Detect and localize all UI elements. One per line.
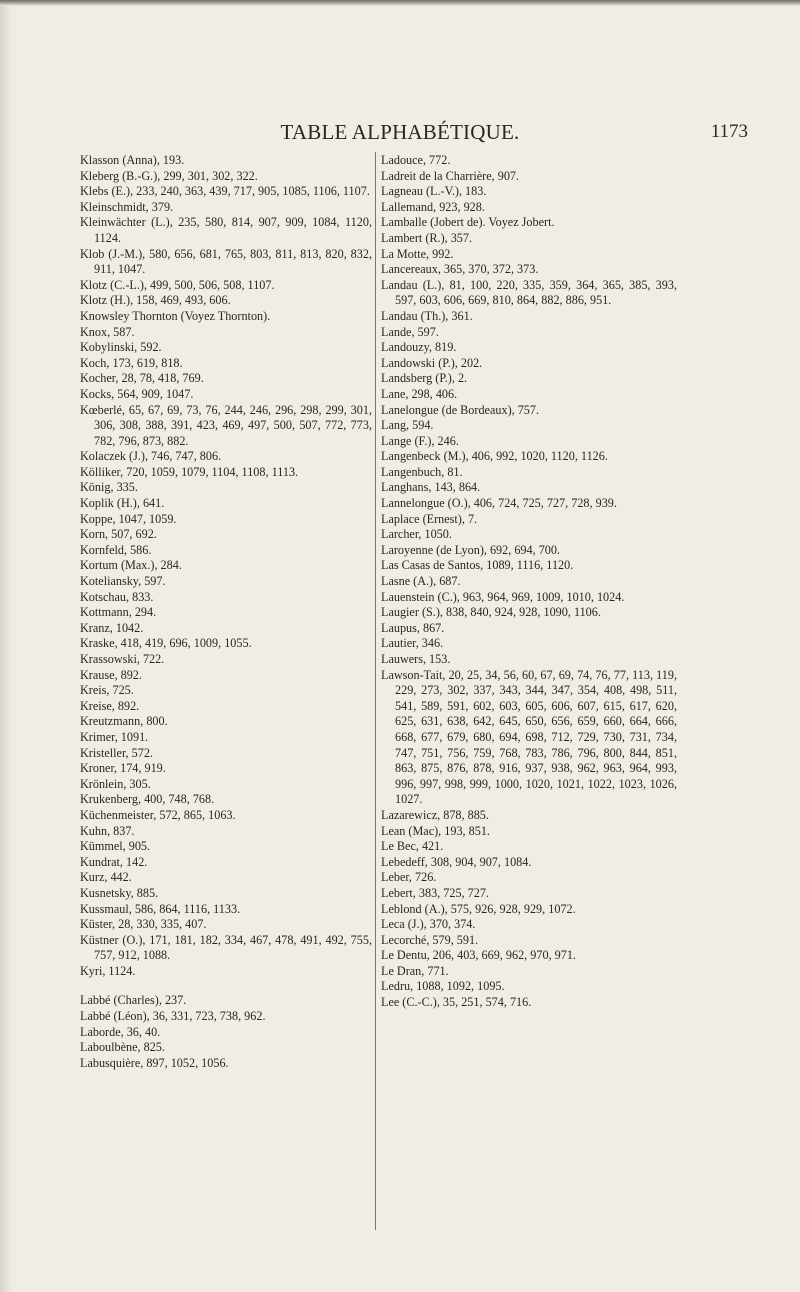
index-entry: Leca (J.), 370, 374. xyxy=(381,917,476,932)
index-entry: Kraske, 418, 419, 696, 1009, 1055. xyxy=(80,636,252,651)
index-entry: Kranz, 1042. xyxy=(80,620,144,635)
index-entry: Lamballe (Jobert de). Voyez Jobert. xyxy=(381,215,555,230)
index-entry: Lauenstein (C.), 963, 964, 969, 1009, 1010, 1024. xyxy=(381,589,625,604)
index-entry: Lebedeff, 308, 904, 907, 1084. xyxy=(381,854,532,869)
index-entry: Klebs (E.), 233, 240, 363, 439, 717, 905, 1085, 1106, 1107. xyxy=(80,184,370,199)
index-entry: Küster, 28, 330, 335, 407. xyxy=(80,917,207,932)
index-entry: Leblond (A.), 575, 926, 928, 929, 1072. xyxy=(381,901,576,916)
index-entry: Knowsley Thornton (Voyez Thornton). xyxy=(80,308,271,323)
index-entry: Kœberlé, 65, 67, 69, 73, 76, 244, 246, 296, 298, 299, 301, 306, 308, 388, 391, 423, 469, 497, 500, 507, 772, 773, 782, 796, 873, 882. xyxy=(80,402,372,448)
index-entry: Lang, 594. xyxy=(381,418,434,433)
index-entry: Lean (Mac), 193, 851. xyxy=(381,823,490,838)
index-entry: Kreise, 892. xyxy=(80,698,140,713)
index-entry: Küchenmeister, 572, 865, 1063. xyxy=(80,807,236,822)
index-entry: Lauwers, 153. xyxy=(381,652,451,666)
index-entry: Lanelongue (de Bordeaux), 757. xyxy=(381,402,540,417)
index-entry: Las Casas de Santos, 1089, 1116, 1120. xyxy=(381,558,574,573)
index-entry: Landau (Th.), 361. xyxy=(381,308,473,323)
index-entry: König, 335. xyxy=(80,480,138,495)
index-entry: Kyri, 1124. xyxy=(80,963,136,978)
index-entry: Kortum (Max.), 284. xyxy=(80,558,182,573)
index-entry: Koch, 173, 619, 818. xyxy=(80,355,183,370)
index-entry: Landowski (P.), 202. xyxy=(381,355,483,370)
index-entry: Krassowski, 722. xyxy=(80,652,165,666)
index-entry: Koteliansky, 597. xyxy=(80,574,166,589)
index-entry: Lecorché, 579, 591. xyxy=(381,932,479,947)
index-entry: Le Bec, 421. xyxy=(381,839,444,854)
index-entry: Kocher, 28, 78, 418, 769. xyxy=(80,371,204,386)
index-entry: Lawson-Tait, 20, 25, 34, 56, 60, 67, 69, 74, 76, 77, 113, 119, 229, 273, 302, 337, 343, 344, 347, 354, 408, 498, 511, 541, 589, 591, 602, 603, 605, 606, 607, 615, 617, 620, 625, 631, 638, 642, 645, 650, 656, 659, 660, 664, 666, 668, 677, 679, 680, 694, 698, 712, 729, 730, 731, 734, 747, 751, 756, 759, 768, 783, 786, 796, 800, 844, 851, 863, 875, 876, 878, 916, 937, 938, 962, 963, 964, 993, 996, 997, 998, 999, 1000, 1020, 1021, 1022, 1023, 1026, 1027. xyxy=(381,667,677,807)
index-entry: Lasne (A.), 687. xyxy=(381,574,461,589)
index-entry: Kroner, 174, 919. xyxy=(80,761,166,776)
index-entry: Knox, 587. xyxy=(80,324,135,339)
index-entry: Ladreit de la Charrière, 907. xyxy=(381,168,520,183)
index-entry: Langenbuch, 81. xyxy=(381,464,463,479)
page-number: 1173 xyxy=(710,121,748,142)
index-entry: Krimer, 1091. xyxy=(80,729,149,744)
index-entry: Kuhn, 837. xyxy=(80,823,135,838)
index-entry: Ledru, 1088, 1092, 1095. xyxy=(381,979,505,994)
index-entry: Laboulbène, 825. xyxy=(80,1040,165,1055)
index-entry: Laplace (Ernest), 7. xyxy=(381,511,478,526)
index-entry: Lange (F.), 246. xyxy=(381,433,459,448)
index-entry: Klotz (C.-L.), 499, 500, 506, 508, 1107. xyxy=(80,277,275,292)
index-entry: Kleberg (B.-G.), 299, 301, 302, 322. xyxy=(80,168,258,183)
index-entry: Laupus, 867. xyxy=(381,620,445,635)
index-entry: Landau (L.), 81, 100, 220, 335, 359, 364, 365, 385, 393, 597, 603, 606, 669, 810, 864, 882, 886, 951. xyxy=(381,277,677,308)
index-entry: Kornfeld, 586. xyxy=(80,542,152,557)
index-entry: Kottmann, 294. xyxy=(80,605,157,620)
index-entry: Langenbeck (M.), 406, 992, 1020, 1120, 1126. xyxy=(381,449,608,464)
index-entry: Krönlein, 305. xyxy=(80,776,151,791)
index-entry: Lancereaux, 365, 370, 372, 373. xyxy=(381,262,539,277)
index-entry: Lambert (R.), 357. xyxy=(381,230,473,245)
index-entry: Larcher, 1050. xyxy=(381,527,452,542)
page-top-edge xyxy=(0,0,800,6)
index-entry: Kolaczek (J.), 746, 747, 806. xyxy=(80,449,222,464)
index-entry: Lee (C.-C.), 35, 251, 574, 716. xyxy=(381,995,532,1010)
index-entry: Le Dran, 771. xyxy=(381,963,449,978)
index-entry: Lannelongue (O.), 406, 724, 725, 727, 728, 939. xyxy=(381,496,617,511)
book-binding-edge xyxy=(0,0,16,1292)
index-entry: Krause, 892. xyxy=(80,667,142,682)
index-entry: Labusquière, 897, 1052, 1056. xyxy=(80,1055,229,1070)
index-entry: Koplik (H.), 641. xyxy=(80,496,165,511)
running-title: TABLE ALPHABÉTIQUE. xyxy=(280,120,520,144)
index-entry: Klob (J.-M.), 580, 656, 681, 765, 803, 811, 813, 820, 832, 911, 1047. xyxy=(80,246,372,277)
index-entry: Kristeller, 572. xyxy=(80,745,153,760)
index-entry: La Motte, 992. xyxy=(381,246,454,261)
index-entry: Langhans, 143, 864. xyxy=(381,480,481,495)
index-entry: Krukenberg, 400, 748, 768. xyxy=(80,792,215,807)
index-entry: Labbé (Charles), 237. xyxy=(80,993,187,1008)
index-entry: Landsberg (P.), 2. xyxy=(381,371,468,386)
index-entry: Kobylinski, 592. xyxy=(80,340,162,355)
index-entry: Labbé (Léon), 36, 331, 723, 738, 962. xyxy=(80,1009,266,1024)
index-entry: Kussmaul, 586, 864, 1116, 1133. xyxy=(80,901,241,916)
index-entry: Klotz (H.), 158, 469, 493, 606. xyxy=(80,293,231,308)
index-entry: Kreutzmann, 800. xyxy=(80,714,168,729)
index-entry: Lebert, 383, 725, 727. xyxy=(381,885,489,900)
index-entry: Lautier, 346. xyxy=(381,636,444,651)
index-entry: Kurz, 442. xyxy=(80,870,132,885)
index-entry: Kotschau, 833. xyxy=(80,589,154,604)
index-entry: Kleinwächter (L.), 235, 580, 814, 907, 909, 1084, 1120, 1124. xyxy=(80,215,372,245)
index-entry: Kreis, 725. xyxy=(80,683,134,698)
index-entry: Lane, 298, 406. xyxy=(381,386,458,401)
index-entry: Kölliker, 720, 1059, 1079, 1104, 1108, 1113. xyxy=(80,464,299,479)
index-entry: Laborde, 36, 40. xyxy=(80,1024,161,1039)
index-entry: Lande, 597. xyxy=(381,324,439,339)
page-header xyxy=(0,120,800,146)
index-entry: Ladouce, 772. xyxy=(381,153,451,167)
index-entry: Lagneau (L.-V.), 183. xyxy=(381,184,487,199)
index-entry: Leber, 726. xyxy=(381,870,437,885)
column-divider xyxy=(375,152,376,1230)
index-entry: Korn, 507, 692. xyxy=(80,527,157,542)
index-entry: Laugier (S.), 838, 840, 924, 928, 1090, 1106. xyxy=(381,605,601,620)
index-entry: Kundrat, 142. xyxy=(80,854,148,869)
index-entry: Lallemand, 923, 928. xyxy=(381,199,485,214)
index-entry: Laroyenne (de Lyon), 692, 694, 700. xyxy=(381,542,561,557)
index-entry: Landouzy, 819. xyxy=(381,340,457,355)
index-entry: Kusnetsky, 885. xyxy=(80,885,159,900)
index-entry: Lazarewicz, 878, 885. xyxy=(381,807,489,822)
index-entry: Klasson (Anna), 193. xyxy=(80,153,185,167)
index-entry: Kümmel, 905. xyxy=(80,839,151,854)
index-entry: Küstner (O.), 171, 181, 182, 334, 467, 478, 491, 492, 755, 757, 912, 1088. xyxy=(80,932,372,963)
index-entry: Le Dentu, 206, 403, 669, 962, 970, 971. xyxy=(381,948,576,963)
index-entry: Kleinschmidt, 379. xyxy=(80,199,174,214)
index-entry: Koppe, 1047, 1059. xyxy=(80,511,177,526)
index-column-left xyxy=(80,153,372,1071)
index-entry: Kocks, 564, 909, 1047. xyxy=(80,386,194,401)
index-column-right xyxy=(381,153,677,1011)
